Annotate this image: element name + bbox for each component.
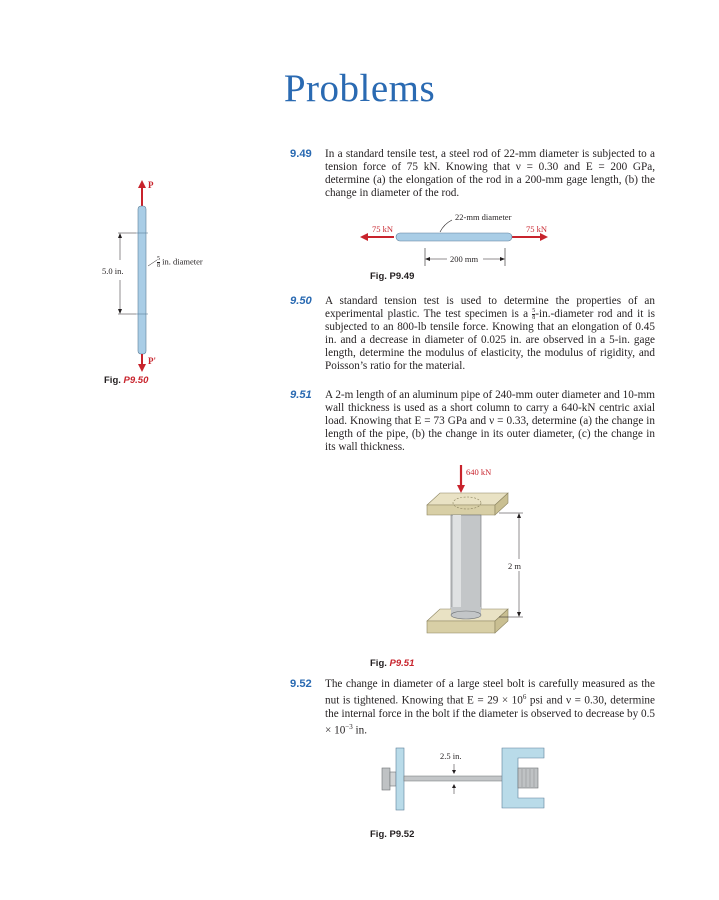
problem-text-9-49: In a standard tensile test, a steel rod of 22-mm diameter is subjected to a tension force of 75 kN. Knowing that ν = 0.30 and E = 200 GPa, determine (a) the elongation of the rod in a 200-mm gage length, (b) the change in diameter of the rod. xyxy=(325,148,655,199)
bottom-arrowhead xyxy=(138,364,146,372)
top-plate-front xyxy=(427,505,495,515)
right-force-label: 75 kN xyxy=(526,224,548,234)
figure-caption-p9-52: Fig. P9.52 xyxy=(370,829,415,840)
washer xyxy=(390,772,396,786)
leader-line xyxy=(440,220,452,232)
figure-p9-52 xyxy=(370,742,560,814)
figure-caption-p9-51: Fig. P9.51 xyxy=(370,658,415,669)
problem-text-9-51: A 2-m length of an aluminum pipe of 240-mm outer diameter and 10-mm wall thickness is used as a short column to carry a 640-kN centric axial load. Knowing that E = 73 GPa and ν = 0.33, determine (a) the change in length of the pipe, (b) the change in its outer diameter, (c) the change in its wall thickness. xyxy=(325,389,655,453)
top-arrowhead xyxy=(138,180,146,188)
length-label: 2.5 in. xyxy=(440,751,462,761)
diameter-label: 22-mm diameter xyxy=(455,212,512,222)
load-label: 640 kN xyxy=(466,467,492,477)
leader-line xyxy=(148,260,157,266)
top-plate-top xyxy=(427,493,508,505)
problem-number-9-49: 9.49 xyxy=(290,148,312,160)
figure-caption-p9-49: Fig. P9.49 xyxy=(370,271,415,282)
diameter-label-p9-50: $\frac{5}{8}$ in. diameter xyxy=(157,256,203,269)
pointer-arrowhead xyxy=(452,784,456,788)
figure-p9-50 xyxy=(100,176,230,376)
problem-number-9-50: 9.50 xyxy=(290,295,312,307)
pipe-bottom-edge xyxy=(451,611,481,619)
nut xyxy=(518,768,538,788)
bolt-head xyxy=(382,768,390,790)
pointer-arrowhead xyxy=(452,770,456,774)
steel-rod xyxy=(396,233,512,241)
dim-arrowhead xyxy=(517,513,521,518)
dim-arrowhead xyxy=(500,257,505,261)
length-label: 5.0 in. xyxy=(102,266,124,276)
problem-number-9-52: 9.52 xyxy=(290,678,312,690)
left-force-label: 75 kN xyxy=(372,224,394,234)
left-clamp-plate xyxy=(396,748,404,810)
problem-text-9-50: A standard tension test is used to determine the properties of an experimental plastic. The test specimen is a $\frac{5}{8}$ -in.-diameter rod and it is subjected to an 800-lb tensile force. Knowing that an elongation of 0.45 in. and a decrease in diameter of 0.025 in. are observed in a 5-in. gage length, determine the modulus of elasticity, the modulus of rigidity, and Poisson’s ratio for the material. xyxy=(325,295,655,373)
height-label: 2 m xyxy=(508,561,521,571)
top-load-label: P xyxy=(148,180,154,190)
problem-text-9-52: The change in diameter of a large steel bolt is carefully measured as the nut is tightened. Knowing that $E = 29 \times 10^6$ psi and ν = 0.30, determine the internal force in the bolt if the diameter is observed to decrease by $0.5 \times 10^{-3}$ in. xyxy=(325,678,655,737)
dim-arrowhead xyxy=(118,233,122,238)
figure-caption-p9-50: Fig. P9.50 xyxy=(104,375,149,386)
figure-p9-51 xyxy=(415,463,545,653)
pipe-highlight xyxy=(453,515,461,615)
gage-length-label: 200 mm xyxy=(450,254,479,264)
bottom-plate-front xyxy=(427,621,495,633)
page-title: Problems xyxy=(283,67,436,110)
right-arrowhead xyxy=(540,233,548,241)
problem-number-9-51: 9.51 xyxy=(290,389,312,401)
test-specimen-rod xyxy=(138,206,146,354)
dim-arrowhead xyxy=(425,257,430,261)
bottom-load-label: P' xyxy=(148,356,156,366)
fraction: $\frac{5}{8}$ xyxy=(532,308,536,321)
dim-arrowhead xyxy=(517,612,521,617)
figure-p9-49 xyxy=(360,208,580,270)
dim-arrowhead xyxy=(118,309,122,314)
left-arrowhead xyxy=(360,233,368,241)
load-arrowhead xyxy=(457,485,465,493)
